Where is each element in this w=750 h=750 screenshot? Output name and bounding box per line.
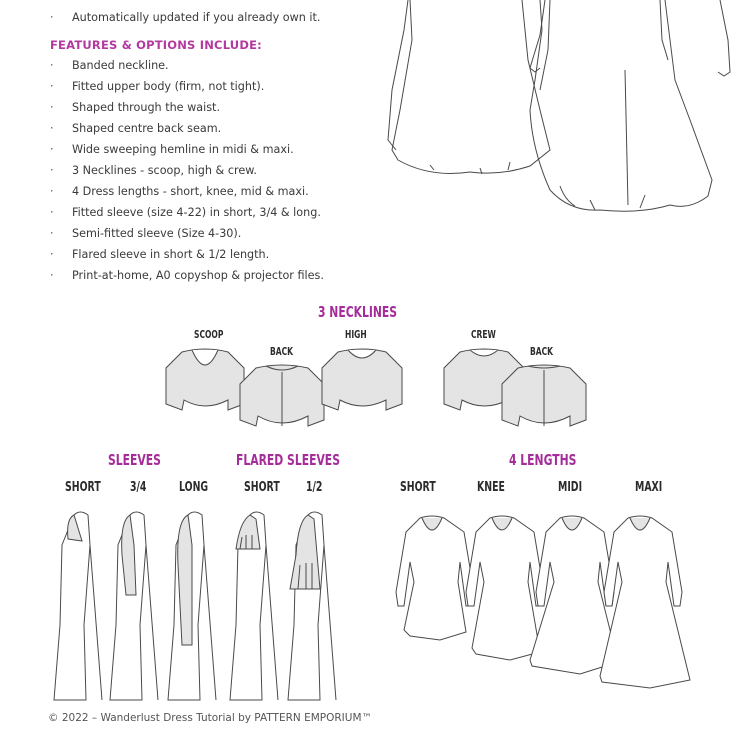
- feature-text: 3 Necklines - scoop, high & crew.: [72, 164, 257, 177]
- feature-text: Banded neckline.: [72, 59, 169, 72]
- dress-illustration-top: [390, 0, 730, 220]
- flared-label-short: SHORT: [244, 480, 280, 495]
- feature-text: Fitted sleeve (size 4-22) in short, 3/4 & long.: [72, 206, 321, 219]
- flared-sleeves-title: FLARED SLEEVES: [236, 451, 340, 469]
- feature-text: Shaped through the waist.: [72, 101, 221, 114]
- neckline-label-high: HIGH: [345, 329, 367, 341]
- feature-text: Semi-fitted sleeve (Size 4-30).: [72, 227, 242, 240]
- length-label-short: SHORT: [400, 480, 436, 495]
- lengths-title: 4 LENGTHS: [509, 451, 577, 469]
- bullet-dot: ·: [50, 248, 54, 261]
- bullet-dot: ·: [50, 122, 54, 135]
- sleeves-title: SLEEVES: [108, 451, 161, 469]
- feature-text: Flared sleeve in short & 1/2 length.: [72, 248, 270, 261]
- bullet-dot: ·: [50, 11, 54, 24]
- features-heading: FEATURES & OPTIONS INCLUDE:: [50, 38, 262, 52]
- bullet-dot: ·: [50, 143, 54, 156]
- bullet-dot: ·: [50, 59, 54, 72]
- neckline-label-back-2: BACK: [530, 346, 554, 358]
- sleeves-illustration: [50, 505, 350, 705]
- flared-label-half: 1/2: [306, 480, 323, 495]
- bullet-text: Automatically updated if you already own it.: [72, 11, 321, 24]
- bullet-dot: ·: [50, 164, 54, 177]
- neckline-label-crew: CREW: [471, 329, 496, 341]
- length-label-knee: KNEE: [477, 480, 505, 495]
- feature-text: Wide sweeping hemline in midi & maxi.: [72, 143, 294, 156]
- necklines-title: 3 NECKLINES: [318, 303, 398, 321]
- bullet-dot: ·: [50, 80, 54, 93]
- sleeve-label-short: SHORT: [65, 480, 101, 495]
- lengths-illustration: [380, 512, 700, 702]
- neckline-label-scoop: SCOOP: [194, 329, 224, 341]
- feature-text: Print-at-home, A0 copyshop & projector files.: [72, 269, 324, 282]
- sleeve-label-long: LONG: [179, 480, 209, 495]
- feature-text: Shaped centre back seam.: [72, 122, 222, 135]
- bullet-dot: ·: [50, 227, 54, 240]
- bullet-dot: ·: [50, 185, 54, 198]
- length-label-midi: MIDI: [558, 480, 583, 495]
- bullet-dot: ·: [50, 101, 54, 114]
- feature-text: Fitted upper body (firm, not tight).: [72, 80, 265, 93]
- bullet-dot: ·: [50, 206, 54, 219]
- footer-copyright: © 2022 – Wanderlust Dress Tutorial by PATTERN EMPORIUM™: [48, 712, 373, 724]
- feature-text: 4 Dress lengths - short, knee, mid & maxi.: [72, 185, 309, 198]
- length-label-maxi: MAXI: [635, 480, 663, 495]
- bullet-dot: ·: [50, 269, 54, 282]
- sleeve-label-3-4: 3/4: [130, 480, 147, 495]
- necklines-illustration: [160, 340, 600, 440]
- neckline-label-back-1: BACK: [270, 346, 294, 358]
